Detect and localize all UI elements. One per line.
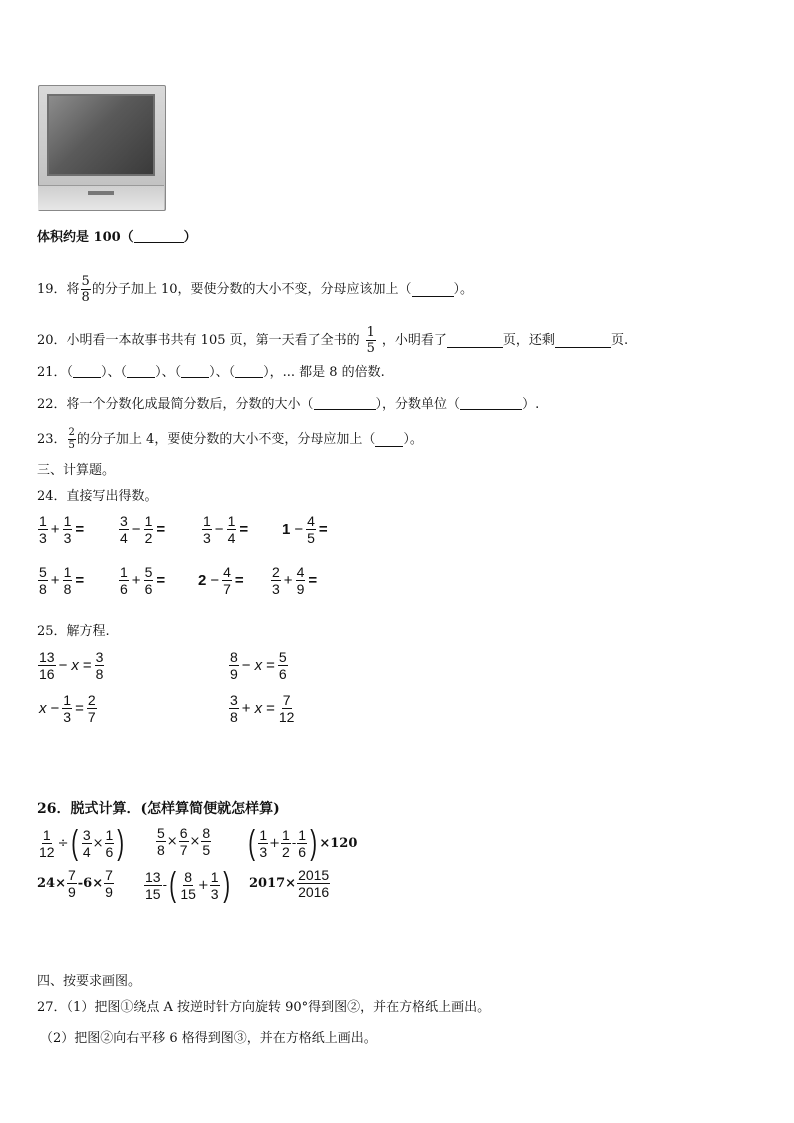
answer-blank[interactable]: [555, 334, 611, 348]
answer-blank[interactable]: [375, 433, 403, 447]
expression-2: $\frac{5}{8}$ × $\frac{6}{7}$ × $\frac{8}{5}$: [157, 825, 211, 858]
answer-blank[interactable]: [134, 229, 184, 243]
arithmetic-expression: $\frac{5}{8}$ + $\frac{1}{8}$ =: [39, 564, 85, 597]
answer-blank[interactable]: [127, 364, 155, 378]
answer-blank[interactable]: [235, 364, 263, 378]
expression-4: 24× $\frac{7}{9}$ -6× $\frac{7}{9}$: [37, 867, 113, 900]
volume-line: 体积约是 100（ ）: [37, 230, 197, 245]
volume-text: 体积约是 100（: [37, 230, 134, 245]
question-19: 19．将 $\frac{5}{8}$ 的分子加上 10，要使分数的大小不变，分母应该加上（ ）。: [37, 274, 474, 305]
answer-blank[interactable]: [181, 364, 209, 378]
question-24-title: 24．直接写出得数。: [37, 489, 158, 504]
fraction: $\frac{1}{5}$: [366, 325, 375, 356]
question-27-part-1: 27．（1）把图①绕点 A 按逆时针方向旋转 90°得到图②，并在方格纸上画出。: [37, 1000, 491, 1015]
equation-1: $\frac{13}{16}$ − x = $\frac{3}{8}$: [39, 649, 104, 682]
expression-3: ( $\frac{1}{3}$ + $\frac{1}{2}$ - $\frac{1}{6}$ ) ×120: [248, 824, 358, 862]
arithmetic-expression: $\frac{2}{3}$ + $\frac{4}{9}$ =: [272, 564, 318, 597]
answer-blank[interactable]: [460, 396, 522, 410]
arithmetic-expression: $\frac{1}{3}$ + $\frac{1}{3}$ =: [39, 513, 85, 546]
arithmetic-expression: $\frac{3}{4}$ − $\frac{1}{2}$ =: [120, 513, 166, 546]
question-25-title: 25．解方程.: [37, 624, 110, 639]
fraction: $\frac{5}{8}$: [81, 274, 90, 305]
question-23: 23． $\frac{2}{5}$ 的分子加上 4，要使分数的大小不变，分母应加上（ ）。: [37, 427, 423, 451]
section-heading: 三、计算题。: [37, 463, 116, 478]
equation-2: $\frac{8}{9}$ − x = $\frac{5}{6}$: [230, 649, 287, 682]
answer-blank[interactable]: [447, 334, 503, 348]
question-21: 21．（ ）、（ ）、（ ）、（ ），... 都是 8 的倍数.: [37, 365, 385, 380]
expression-5: $\frac{13}{15}$ - ( $\frac{8}{15}$ + $\frac{1}{3}$ ): [145, 866, 230, 904]
tv-controls: [88, 191, 114, 195]
question-22: 22．将一个分数化成最简分数后，分数的大小（ ），分数单位（ ）.: [37, 397, 540, 412]
answer-blank[interactable]: [314, 396, 376, 410]
tv-screen: [47, 94, 155, 176]
tv-base: [38, 185, 164, 210]
question-26-title: 26．脱式计算．(怎样算简便就怎样算): [37, 801, 280, 817]
tv-image: [38, 85, 166, 211]
section-heading: 四、按要求画图。: [37, 974, 142, 989]
arithmetic-expression: 2 − $\frac{4}{7}$ =: [198, 564, 244, 597]
arithmetic-expression: $\frac{1}{6}$ + $\frac{5}{6}$ =: [120, 564, 166, 597]
question-20: 20．小明看一本故事书共有 105 页，第一天看了全书的 $\frac{1}{5}$ ，小明看了 页，还剩 页.: [37, 325, 629, 356]
question-27-part-2: （2）把图②向右平移 6 格得到图③，并在方格纸上画出。: [40, 1031, 377, 1046]
equation-3: x − $\frac{1}{3}$ = $\frac{2}{7}$: [39, 692, 96, 725]
expression-1: $\frac{1}{12}$ ÷ ( $\frac{3}{4}$ × $\frac{1}{6}$ ): [39, 824, 125, 862]
fraction: $\frac{2}{5}$: [68, 427, 75, 451]
expression-6: 2017× $\frac{2015}{2016}$: [249, 867, 330, 900]
arithmetic-expression: $\frac{1}{3}$ − $\frac{1}{4}$ =: [203, 513, 249, 546]
answer-blank[interactable]: [412, 283, 454, 297]
arithmetic-expression: 1 − $\frac{4}{5}$ =: [282, 513, 328, 546]
answer-blank[interactable]: [73, 364, 101, 378]
equation-4: $\frac{3}{8}$ + x = $\frac{7}{12}$: [230, 692, 295, 725]
